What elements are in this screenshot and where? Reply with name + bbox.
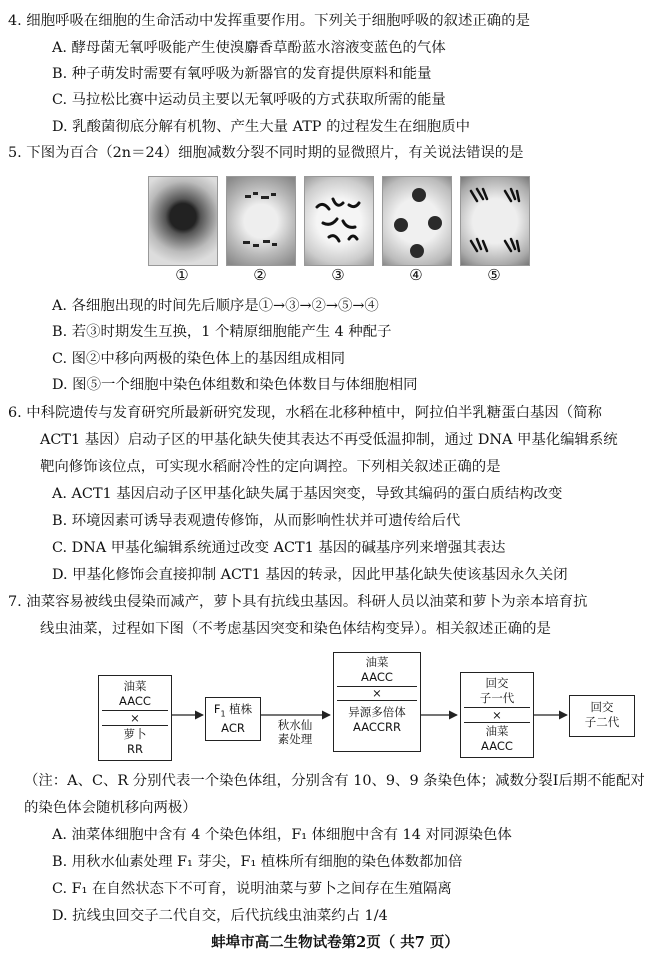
cross-symbol-2: × (372, 686, 382, 700)
micrograph-label-1: ① (175, 266, 189, 284)
rape-name-2: 油菜 (365, 655, 389, 669)
f1-genotype: ACR (221, 721, 245, 736)
colchicine-label (262, 718, 328, 746)
q5-option-a: A. 各细胞出现的时间先后顺序是①→③→②→⑤→④ (52, 298, 379, 314)
page-footer: 蚌埠市高二生物试卷第2页（ 共7 页） (211, 934, 459, 951)
backcross-1-line-2: 子一代 (479, 691, 515, 705)
micrograph-label-4: ④ (409, 266, 423, 284)
backcross-2-line-1: 回交 (590, 700, 614, 714)
q6-option-b: B. 环境因素可诱导表观遗传修饰，从而影响性状并可遗传给后代 (52, 513, 461, 529)
cross-symbol-3: × (492, 708, 502, 722)
rape-genotype-3: AACC (481, 739, 513, 753)
micrograph-5 (460, 176, 530, 266)
q7-stem-line-2: 线虫油菜，过程如下图（不考虑基因突变和染色体结构变异）。相关叙述正确的是 (40, 621, 551, 637)
q7-option-c: C. F₁ 在自然状态下不可育，说明油菜与萝卜之间存在生殖隔离 (52, 881, 452, 897)
q6-stem-line-1: 6. 中科院遗传与发育研究所最新研究发现，水稻在北移种植中，阿拉伯半乳糖蛋白基因（简称 (8, 405, 602, 421)
q6-stem-line-3: 靶向修饰该位点，可实现水稻耐冷性的定向调控。下列相关叙述正确的是 (40, 459, 501, 475)
backcross-1-line-1: 回交 (485, 676, 509, 690)
colchicine-label-line-1: 秋水仙 (277, 718, 313, 732)
f1-label-tail: 植株 (225, 702, 253, 716)
rape-name-3: 油菜 (485, 724, 509, 738)
q6-stem-line-2: ACT1 基因）启动子区的甲基化缺失使其表达不再受低温抑制，通过 DNA 甲基化编辑系统 (40, 432, 618, 448)
micrograph-1 (148, 176, 218, 266)
box-divider (102, 725, 168, 726)
q7-option-a: A. 油菜体细胞中含有 4 个染色体组，F₁ 体细胞中含有 14 对同源染色体 (52, 827, 512, 843)
rape-radish-cross-box (98, 675, 172, 761)
micrograph-2 (226, 176, 296, 266)
allopolyploid-genotype: AACCRR (353, 720, 401, 734)
q7-note-line-2: 的染色体会随机移向两极） (24, 800, 197, 816)
q7-option-b: B. 用秋水仙素处理 F₁ 芽尖，F₁ 植株所有细胞的染色体数都加倍 (52, 854, 463, 870)
micrograph-label-5: ⑤ (487, 266, 501, 284)
micrograph-4 (382, 176, 452, 266)
micrograph-label-2: ② (253, 266, 267, 284)
box-divider (464, 722, 530, 723)
micrograph-3 (304, 176, 374, 266)
radish-genotype: RR (127, 742, 143, 756)
q5-option-d: D. 图⑤一个细胞中染色体组数和染色体数目与体细胞相同 (52, 377, 418, 393)
backcross-1-box (460, 672, 534, 758)
backcross-2-box (569, 695, 635, 737)
q4-option-a: A. 酵母菌无氧呼吸能产生使溴麝香草酚蓝水溶液变蓝色的气体 (52, 40, 446, 56)
q4-option-d: D. 乳酸菌彻底分解有机物、产生大量 ATP 的过程发生在细胞质中 (52, 119, 470, 135)
allopolyploid-name: 异源多倍体 (348, 705, 406, 719)
f1-label: F (213, 702, 221, 716)
q5-option-b: B. 若③时期发生互换，1 个精原细胞能产生 4 种配子 (52, 324, 392, 340)
rape-name: 油菜 (123, 679, 147, 693)
q4-option-c: C. 马拉松比赛中运动员主要以无氧呼吸的方式获取所需的能量 (52, 92, 446, 108)
micrograph-label-3: ③ (331, 266, 345, 284)
rape-genotype: AACC (119, 694, 151, 708)
backcross-2-line-2: 子二代 (584, 715, 620, 729)
q6-option-c: C. DNA 甲基化编辑系统通过改变 ACT1 基因的碱基序列来增强其表达 (52, 540, 506, 556)
rape-genotype-2: AACC (361, 670, 393, 684)
q5-stem: 5. 下图为百合（2n＝24）细胞减数分裂不同时期的显微照片，有关说法错误的是 (8, 145, 524, 161)
q6-option-a: A. ACT1 基因启动子区甲基化缺失属于基因突变，导致其编码的蛋白质结构改变 (52, 486, 563, 502)
q5-option-c: C. 图②中移向两极的染色体上的基因组成相同 (52, 351, 346, 367)
q4-option-b: B. 种子萌发时需要有氧呼吸为新器官的发育提供原料和能量 (52, 66, 432, 82)
q7-option-d: D. 抗线虫回交子二代自交，后代抗线虫油菜约占 1/4 (52, 908, 388, 924)
f1-subscript: 1 (220, 709, 226, 719)
f1-plant-box (205, 697, 261, 741)
q7-note-line-1: （注：A、C、R 分别代表一个染色体组，分别含有 10、9、9 条染色体；减数分裂Ⅰ后期不能配对 (24, 773, 645, 789)
q4-stem: 4. 细胞呼吸在细胞的生命活动中发挥重要作用。下列关于细胞呼吸的叙述正确的是 (8, 13, 530, 29)
q7-stem-line-1: 7. 油菜容易被线虫侵染而减产，萝卜具有抗线虫基因。科研人员以油菜和萝卜为亲本培育抗 (8, 594, 588, 610)
allopolyploid-cross-box (333, 652, 421, 752)
box-divider (337, 700, 417, 701)
cross-symbol: × (130, 711, 140, 725)
q6-option-d: D. 甲基化修饰会直接抑制 ACT1 基因的转录，因此甲基化缺失使该基因永久关闭 (52, 567, 568, 583)
radish-name: 萝卜 (123, 727, 147, 741)
colchicine-label-line-2: 素处理 (277, 732, 313, 746)
